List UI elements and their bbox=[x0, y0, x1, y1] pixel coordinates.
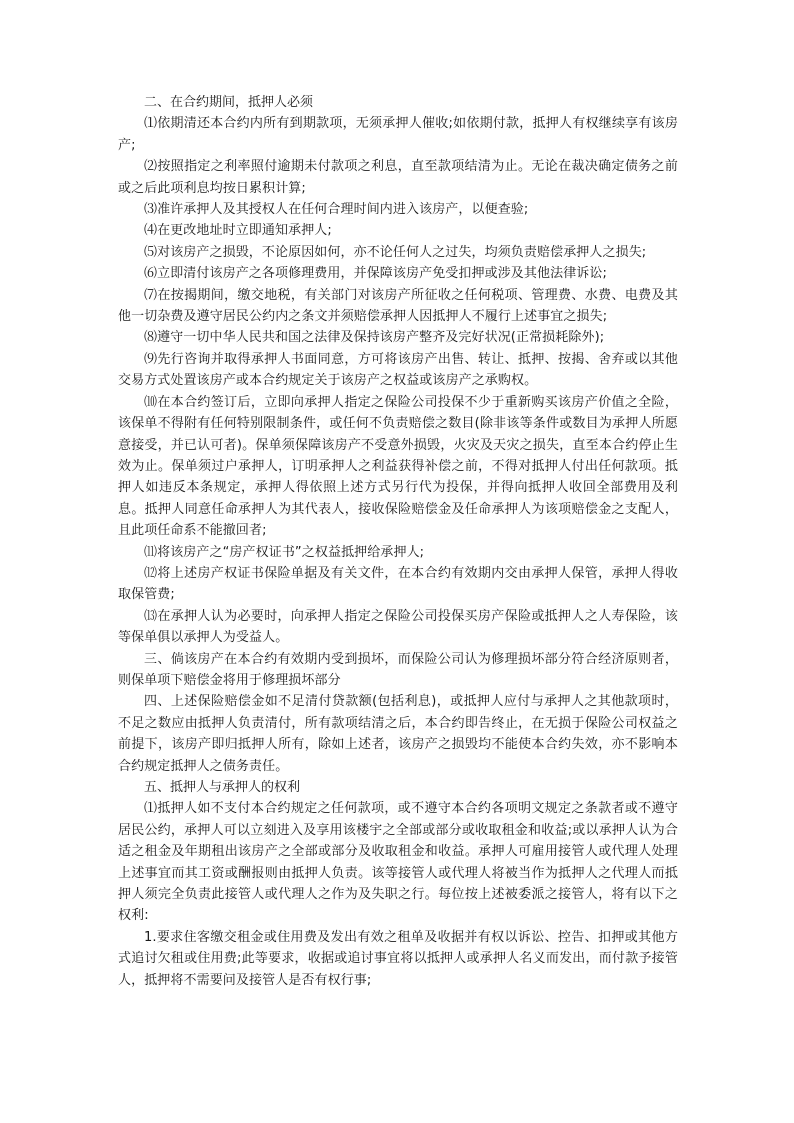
clause-2-6: ⑹立即清付该房产之各项修理费用，并保障该房产免受扣押或涉及其他法律诉讼; bbox=[144, 266, 607, 282]
clause-2-7: ⑺在按揭期间，缴交地税，有关部门对该房产所征收之任何税项、管理费、水费、电费及其他一切杂费及遵守居民公约内之条文并须赔偿承押人因抵押人不履行上述事宜之损失; bbox=[118, 287, 678, 325]
document-body bbox=[118, 92, 678, 991]
clause-5-1-item-1: 1.要求住客缴交租金或住用费及发出有效之租单及收据并有权以诉讼、控告、扣押或其他方式追讨欠租或住用费;此等要求，收据或追讨事宜将以抵押人或承押人名义而发出，而付款予接管人，抵押将不需要问及接管人是否有权行事; bbox=[118, 929, 678, 988]
section-heading-2: 二、在合约期间，抵押人必须 bbox=[144, 95, 314, 110]
clause-2-1: ⑴依期清还本合约内所有到期款项，无须承押人催收;如依期付款，抵押人有权继续享有该房产; bbox=[118, 116, 678, 153]
clause-2-8: ⑻遵守一切中华人民共和国之法律及保持该房产整齐及完好状况(正常损耗除外); bbox=[144, 330, 605, 346]
section-4: 四、上述保险赔偿金如不足清付贷款额(包括利息)，或抵押人应付与承押人之其他款项时，不足之数应由抵押人负责清付，所有款项结清之后，本合约即告终止，在无损于保险公司权益之前提下，该房产即归抵押人所有，除如上述者，该房产之损毁均不能使本合约失效，亦不影响本合约规定抵押人之债务责任。 bbox=[118, 694, 678, 774]
section-heading-5: 五、抵押人与承押人的权利 bbox=[144, 780, 301, 795]
section-3: 三、倘该房产在本合约有效期内受到损坏，而保险公司认为修理损坏部分符合经济原则者，则保单项下赔偿金将用于修理损坏部分 bbox=[118, 651, 678, 688]
clause-2-12: ⑿将上述房产权证书保险单据及有关文件，在本合约有效期内交由承押人保管，承押人得收取保管费; bbox=[118, 565, 678, 603]
clause-2-4: ⑷在更改地址时立即通知承押人; bbox=[144, 223, 332, 239]
clause-2-5: ⑸对该房产之损毁，不论原因如何，亦不论任何人之过失，均须负责赔偿承押人之损失; bbox=[144, 244, 647, 260]
clause-2-9: ⑼先行咨询并取得承押人书面同意，方可将该房产出售、转让、抵押、按揭、舍弃或以其他交易方式处置该房产或本合约规定关于该房产之权益或该房产之承购权。 bbox=[118, 351, 678, 389]
clause-2-11: ⑾将该房产之“房产权证书”之权益抵押给承押人; bbox=[144, 544, 425, 560]
clause-2-3: ⑶准许承押人及其授权人在任何合理时间内进入该房产，以便查验; bbox=[144, 202, 529, 218]
clause-2-10: ⑽在本合约签订后，立即向承押人指定之保险公司投保不少于重新购买该房产价值之全险，该保单不得附有任何特别限制条件，或任何不负责赔偿之数目(除非该等条件或数目为承押人所愿意接受，并已认可者)。保单须保障该房产不受意外损毁，火灾及天灾之损失，直至本合约停止生效为止。保单须过户承押人，订明承押人之利益获得补偿之前，不得对抵押人付出任何款项。抵押人如违反本条规定，承押人得依照上述方式另行代为投保，并得向抵押人收回全部费用及利息。抵押人同意任命承押人为其代表人，接收保险赔偿金及任命承押人为该项赔偿金之支配人，且此项任命系不能撤回者; bbox=[118, 394, 678, 539]
clause-5-1: ⑴抵押人如不支付本合约规定之任何款项，或不遵守本合约各项明文规定之条款者或不遵守居民公约，承押人可以立刻进入及享用该楼宇之全部或部分或收取租金和收益;或以承押人认为合适之租金及年期租出该房产之全部或部分及收取租金和收益。承押人可雇用接管人或代理人处理上述事宜而其工资或酬报则由抵押人负责。该等接管人或代理人将被当作为抵押人之代理人而抵押人须完全负责此接管人或代理人之作为及失职之行。每位按上述被委派之接管人，将有以下之权利: bbox=[118, 801, 678, 924]
clause-2-2: ⑵按照指定之利率照付逾期未付款项之利息，直至款项结清为止。无论在裁决确定债务之前或之后此项利息均按日累积计算; bbox=[118, 159, 678, 196]
clause-2-13: ⒀在承押人认为必要时，向承押人指定之保险公司投保买房产保险或抵押人之人寿保险，该等保单俱以承押人为受益人。 bbox=[118, 608, 678, 646]
